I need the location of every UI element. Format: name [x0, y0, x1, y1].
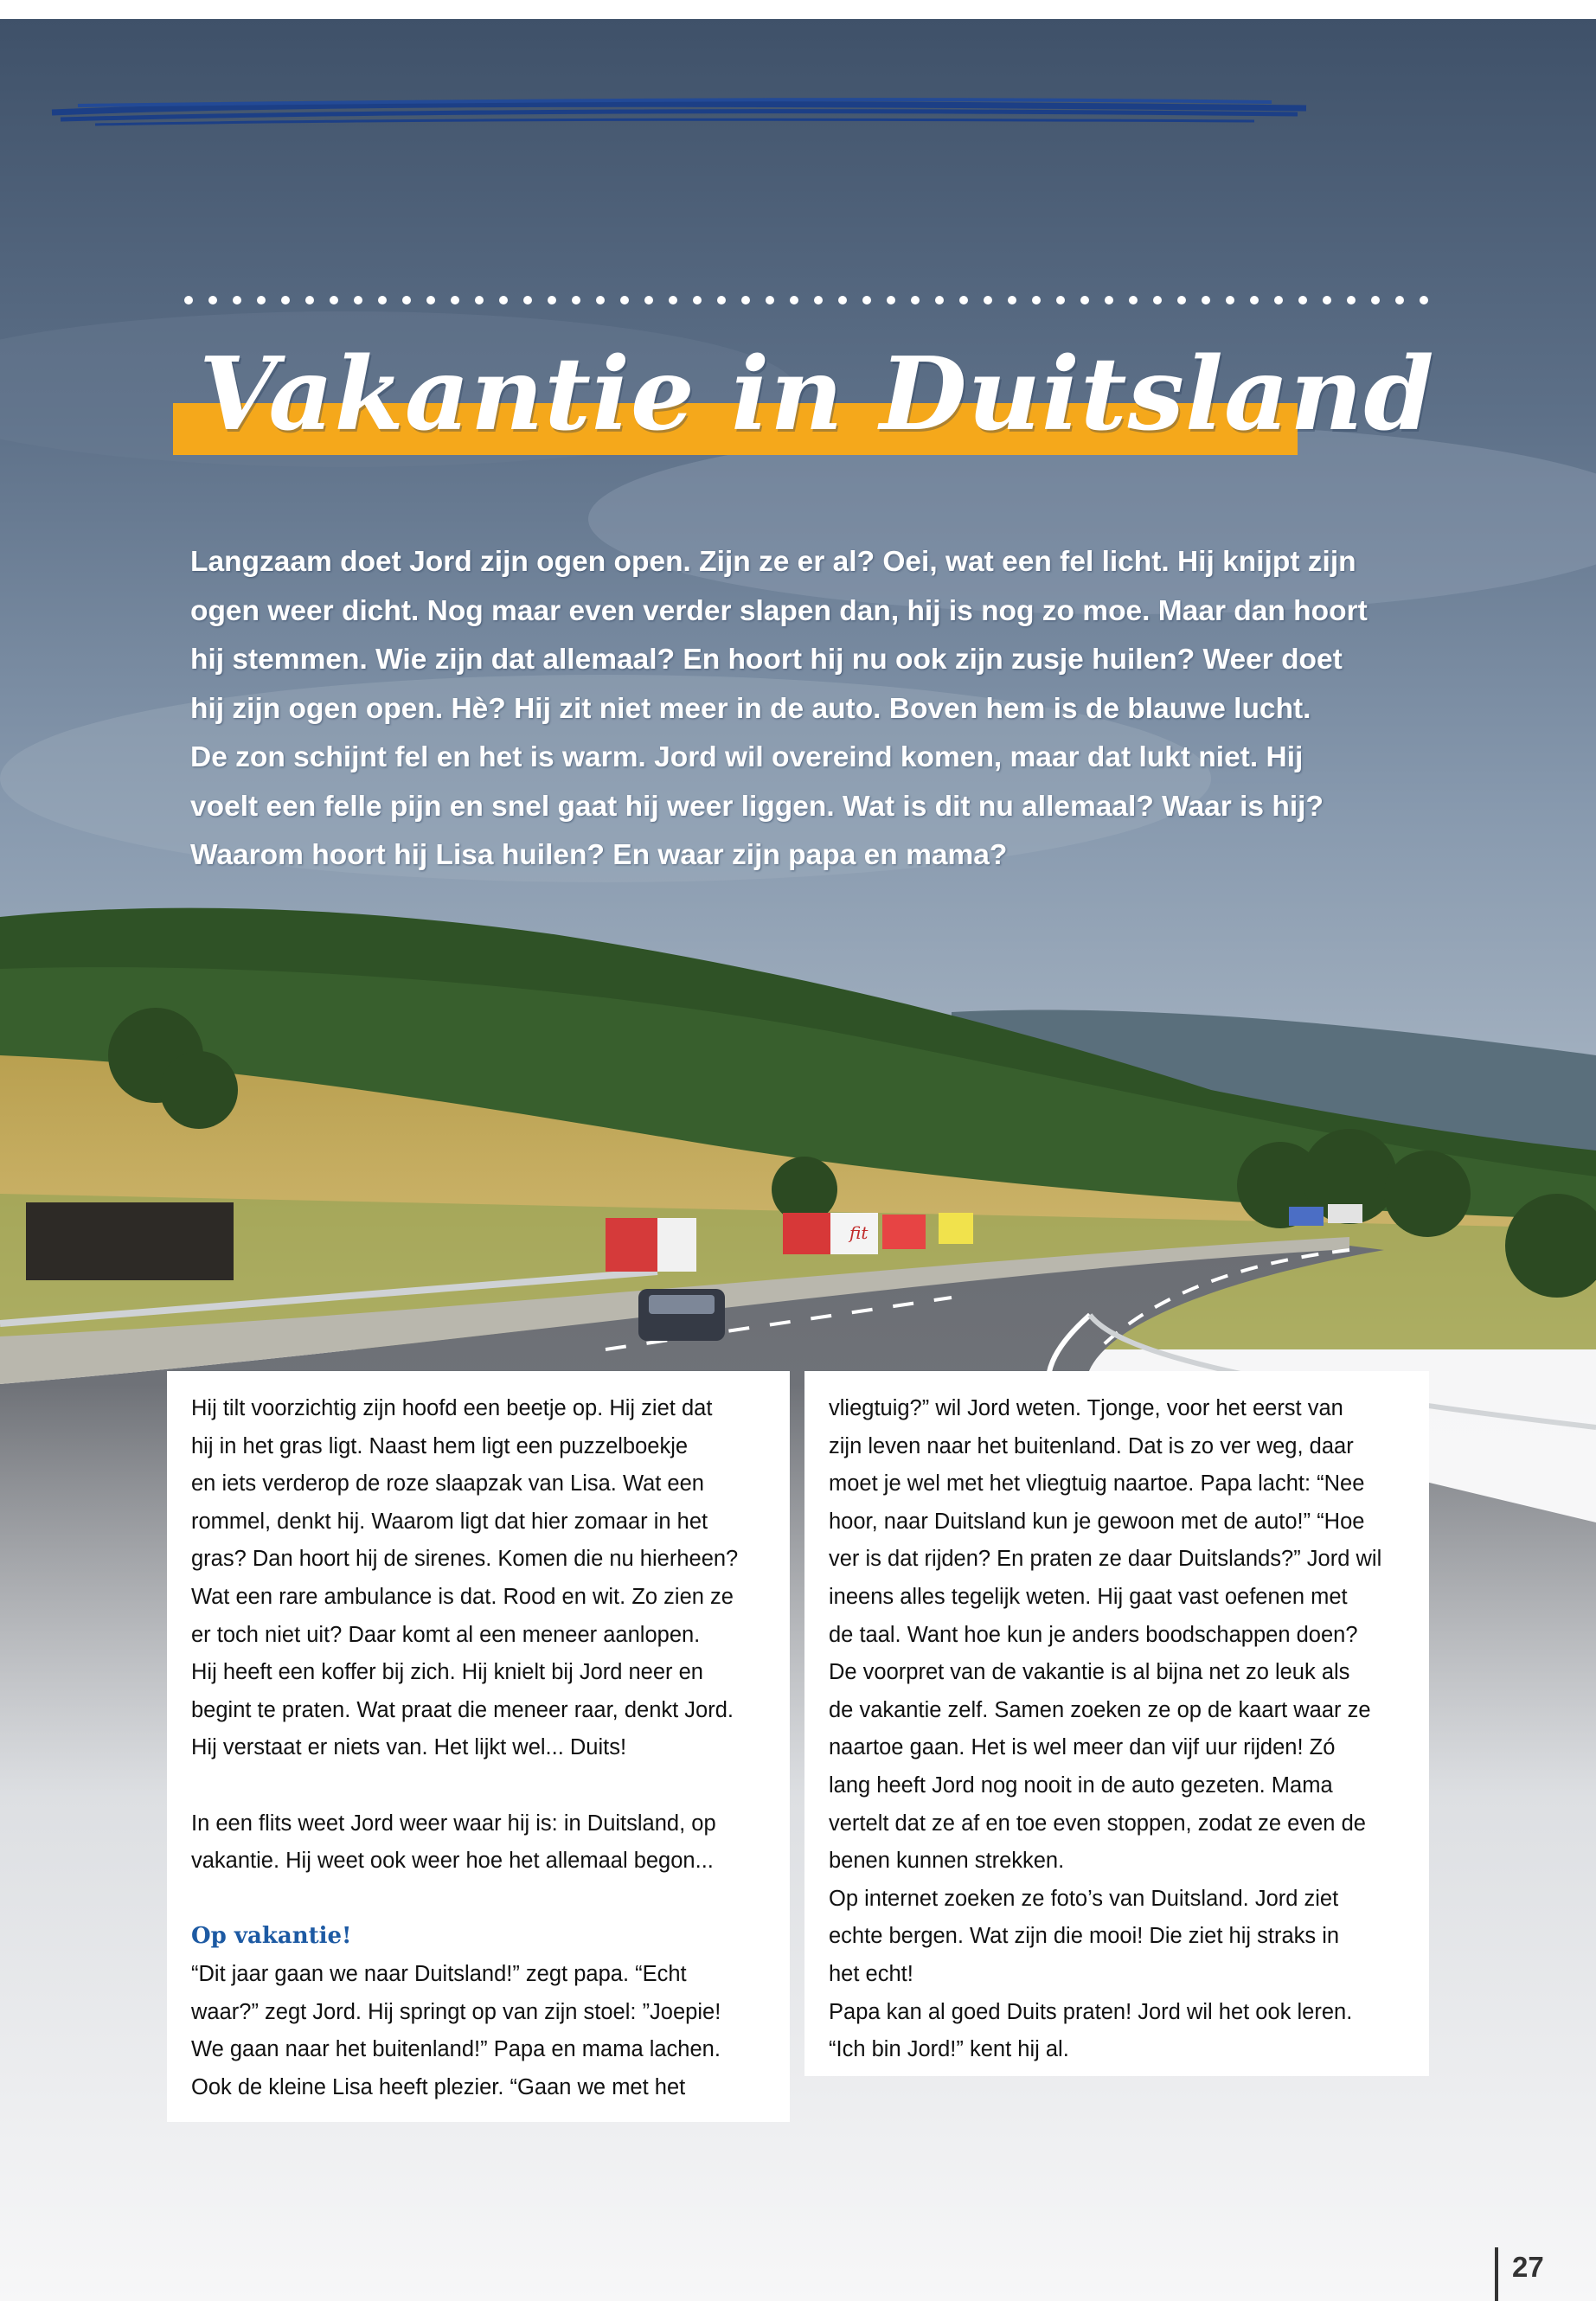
text-line: begint te praten. Wat praat die meneer raar, denkt Jord. [191, 1697, 734, 1722]
right-text-column [804, 1371, 1429, 2076]
text-line: Hij verstaat er niets van. Het lijkt wel... Duits! [191, 1735, 627, 1760]
text-line: en iets verderop de roze slaapzak van Lisa. Wat een [191, 1471, 704, 1497]
text-line: de vakantie zelf. Samen zoeken ze op de kaart waar ze [829, 1697, 1371, 1722]
paragraph-gap [191, 1881, 790, 1919]
text-line: rommel, denkt hij. Waarom ligt dat hier zomaar in het [191, 1509, 708, 1534]
intro-line: ogen weer dicht. Nog maar even verder slapen dan, hij is nog zo moe. Maar dan hoort [190, 594, 1368, 627]
text-line: Papa kan al goed Duits praten! Jord wil het ook leren. [829, 1999, 1353, 2024]
text-line: benen kunnen strekken. [829, 1849, 1065, 1874]
intro-line: voelt een felle pijn en snel gaat hij weer liggen. Wat is dit nu allemaal? Waar is hij? [190, 790, 1324, 823]
page-number: 27 [1512, 2251, 1544, 2283]
text-line: ver is dat rijden? En praten ze daar Duitslands?” Jord wil [829, 1547, 1382, 1572]
left-text-column [167, 1371, 790, 2122]
text-line: de taal. Want hoe kun je anders boodschappen doen? [829, 1622, 1358, 1647]
text-line: Ook de kleine Lisa heeft plezier. “Gaan we met het [191, 2074, 686, 2099]
paragraph-gap [191, 1767, 790, 1805]
text-line: “Ich bin Jord!” kent hij al. [829, 2037, 1069, 2062]
section-heading: Op vakantie! [191, 1923, 352, 1950]
text-line: vakantie. Hij weet ook weer hoe het allemaal begon... [191, 1849, 714, 1874]
dotted-divider [183, 290, 1429, 311]
scribble-line [43, 87, 1315, 138]
text-line: gras? Dan hoort hij de sirenes. Komen die nu hierheen? [191, 1547, 739, 1572]
title-block [173, 336, 1435, 467]
text-line: er toch niet uit? Daar komt al een meneer aanlopen. [191, 1622, 701, 1647]
text-line: Hij heeft een koffer bij zich. Hij knielt bij Jord neer en [191, 1660, 703, 1685]
text-line: naartoe gaan. Het is wel meer dan vijf uur rijden! Zó [829, 1735, 1336, 1760]
intro-line: hij zijn ogen open. Hè? Hij zit niet meer in de auto. Boven hem is de blauwe lucht. [190, 692, 1311, 725]
intro-line: Waarom hoort hij Lisa huilen? En waar zijn papa en mama? [190, 839, 1008, 871]
text-line: Op internet zoeken ze foto’s van Duitsland. Jord ziet [829, 1886, 1339, 1911]
text-line: vliegtuig?” wil Jord weten. Tjonge, voor het eerst van [829, 1396, 1343, 1420]
text-line: echte bergen. Wat zijn die mooi! Die ziet hij straks in [829, 1924, 1340, 1949]
intro-line: hij stemmen. Wie zijn dat allemaal? En hoort hij nu ook zijn zusje huilen? Weer doet [190, 644, 1343, 676]
truck-label: fit [849, 1222, 869, 1243]
text-line: het echt! [829, 1961, 913, 1986]
text-line: hij in het gras ligt. Naast hem ligt een puzzelboekje [191, 1433, 689, 1458]
text-line: hoor, naar Duitsland kun je gewoon met de auto!” “Hoe [829, 1509, 1365, 1534]
text-line: zijn leven naar het buitenland. Dat is zo ver weg, daar [829, 1433, 1354, 1458]
page-title: Vakantie in Duitsland [199, 336, 1435, 453]
text-line: We gaan naar het buitenland!” Papa en mama lachen. [191, 2037, 721, 2062]
page-number-divider [1495, 2247, 1498, 2301]
text-line: De voorpret van de vakantie is al bijna net zo leuk als [829, 1660, 1350, 1685]
text-line: ineens alles tegelijk weten. Hij gaat vast oefenen met [829, 1584, 1348, 1609]
text-line: moet je wel met het vliegtuig naartoe. Papa lacht: “Nee [829, 1471, 1365, 1497]
text-line: Wat een rare ambulance is dat. Rood en wit. Zo zien ze [191, 1584, 734, 1609]
intro-line: De zon schijnt fel en het is warm. Jord wil overeind komen, maar dat lukt niet. Hij [190, 741, 1304, 773]
intro-paragraph [190, 538, 1419, 881]
text-line: lang heeft Jord nog nooit in de auto gezeten. Mama [829, 1772, 1333, 1798]
text-line: Hij tilt voorzichtig zijn hoofd een beetje op. Hij ziet dat [191, 1396, 713, 1420]
text-line: vertelt dat ze af en toe even stoppen, zodat ze even de [829, 1811, 1366, 1836]
text-line: In een flits weet Jord weer waar hij is: in Duitsland, op [191, 1811, 716, 1836]
text-line: waar?” zegt Jord. Hij springt op van zijn stoel: ”Joepie! [191, 1999, 721, 2024]
text-line: “Dit jaar gaan we naar Duitsland!” zegt papa. “Echt [191, 1961, 687, 1986]
intro-line: Langzaam doet Jord zijn ogen open. Zijn ze er al? Oei, wat een fel licht. Hij knijpt zijn [190, 546, 1356, 578]
